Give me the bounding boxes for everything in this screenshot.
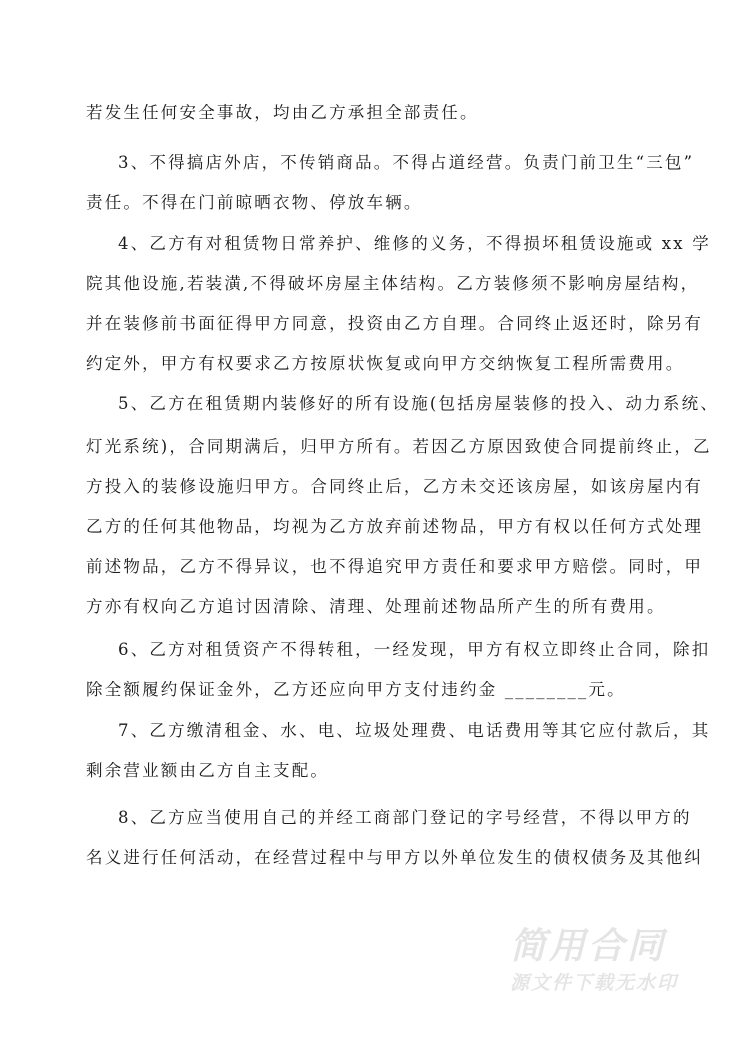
text-line: 剩余营业额由乙方自主支配。 xyxy=(86,761,330,780)
clause-3-line-1: 3、不得搞店外店，不传销商品。不得占道经营。负责门前卫生“三包” xyxy=(118,153,695,172)
watermark-subtitle: 源文件下载无水印 xyxy=(510,972,679,994)
text-line: 责任。不得在门前晾晒衣物、停放车辆。 xyxy=(86,193,423,212)
text-line: 前述物品，乙方不得异议，也不得追究甲方责任和要求甲方赔偿。同时，甲 xyxy=(86,557,704,576)
penalty-amount-line: 除全额履约保证金外，乙方还应向甲方支付违约金 ________元。 xyxy=(86,680,626,699)
text-line: 方亦有权向乙方追讨因清除、清理、处理前述物品所产生的所有费用。 xyxy=(86,597,666,616)
clause-7-line-1: 7、乙方缴清租金、水、电、垃圾处理费、电话费用等其它应付款后，其 xyxy=(118,721,711,740)
text-line: 约定外，甲方有权要求乙方按原状恢复或向甲方交纳恢复工程所需费用。 xyxy=(86,354,685,373)
text-line: 乙方的任何其他物品，均视为乙方放弃前述物品，甲方有权以任何方式处理 xyxy=(86,517,704,536)
clause-5-line-1: 5、乙方在租赁期内装修好的所有设施(包括房屋装修的投入、动力系统、 xyxy=(118,394,720,413)
text-line: 方投入的装修设施归甲方。合同终止后，乙方未交还该房屋，如该房屋内有 xyxy=(86,477,704,496)
text-line: 并在装修前书面征得甲方同意，投资由乙方自理。合同终止返还时，除另有 xyxy=(86,314,704,333)
text-line: 灯光系统)，合同期满后，归甲方所有。若因乙方原因致使合同提前终止，乙 xyxy=(86,437,712,456)
clause-4-line-1: 4、乙方有对租赁物日常养护、维修的义务，不得损坏租赁设施或 xx 学 xyxy=(118,234,711,253)
text-line: 院其他设施,若装潢,不得破坏房屋主体结构。乙方装修须不影响房屋结构， xyxy=(86,274,700,293)
text-line: 若发生任何安全事故，均由乙方承担全部责任。 xyxy=(86,103,479,122)
text-line: 名义进行任何活动，在经营过程中与甲方以外单位发生的债权债务及其他纠 xyxy=(86,848,704,867)
clause-8-line-1: 8、乙方应当使用自己的并经工商部门登记的字号经营，不得以甲方的 xyxy=(118,808,692,827)
watermark-title: 简用合同 xyxy=(510,926,667,967)
clause-6-line-1: 6、乙方对租赁资产不得转租，一经发现，甲方有权立即终止合同，除扣 xyxy=(118,640,711,659)
